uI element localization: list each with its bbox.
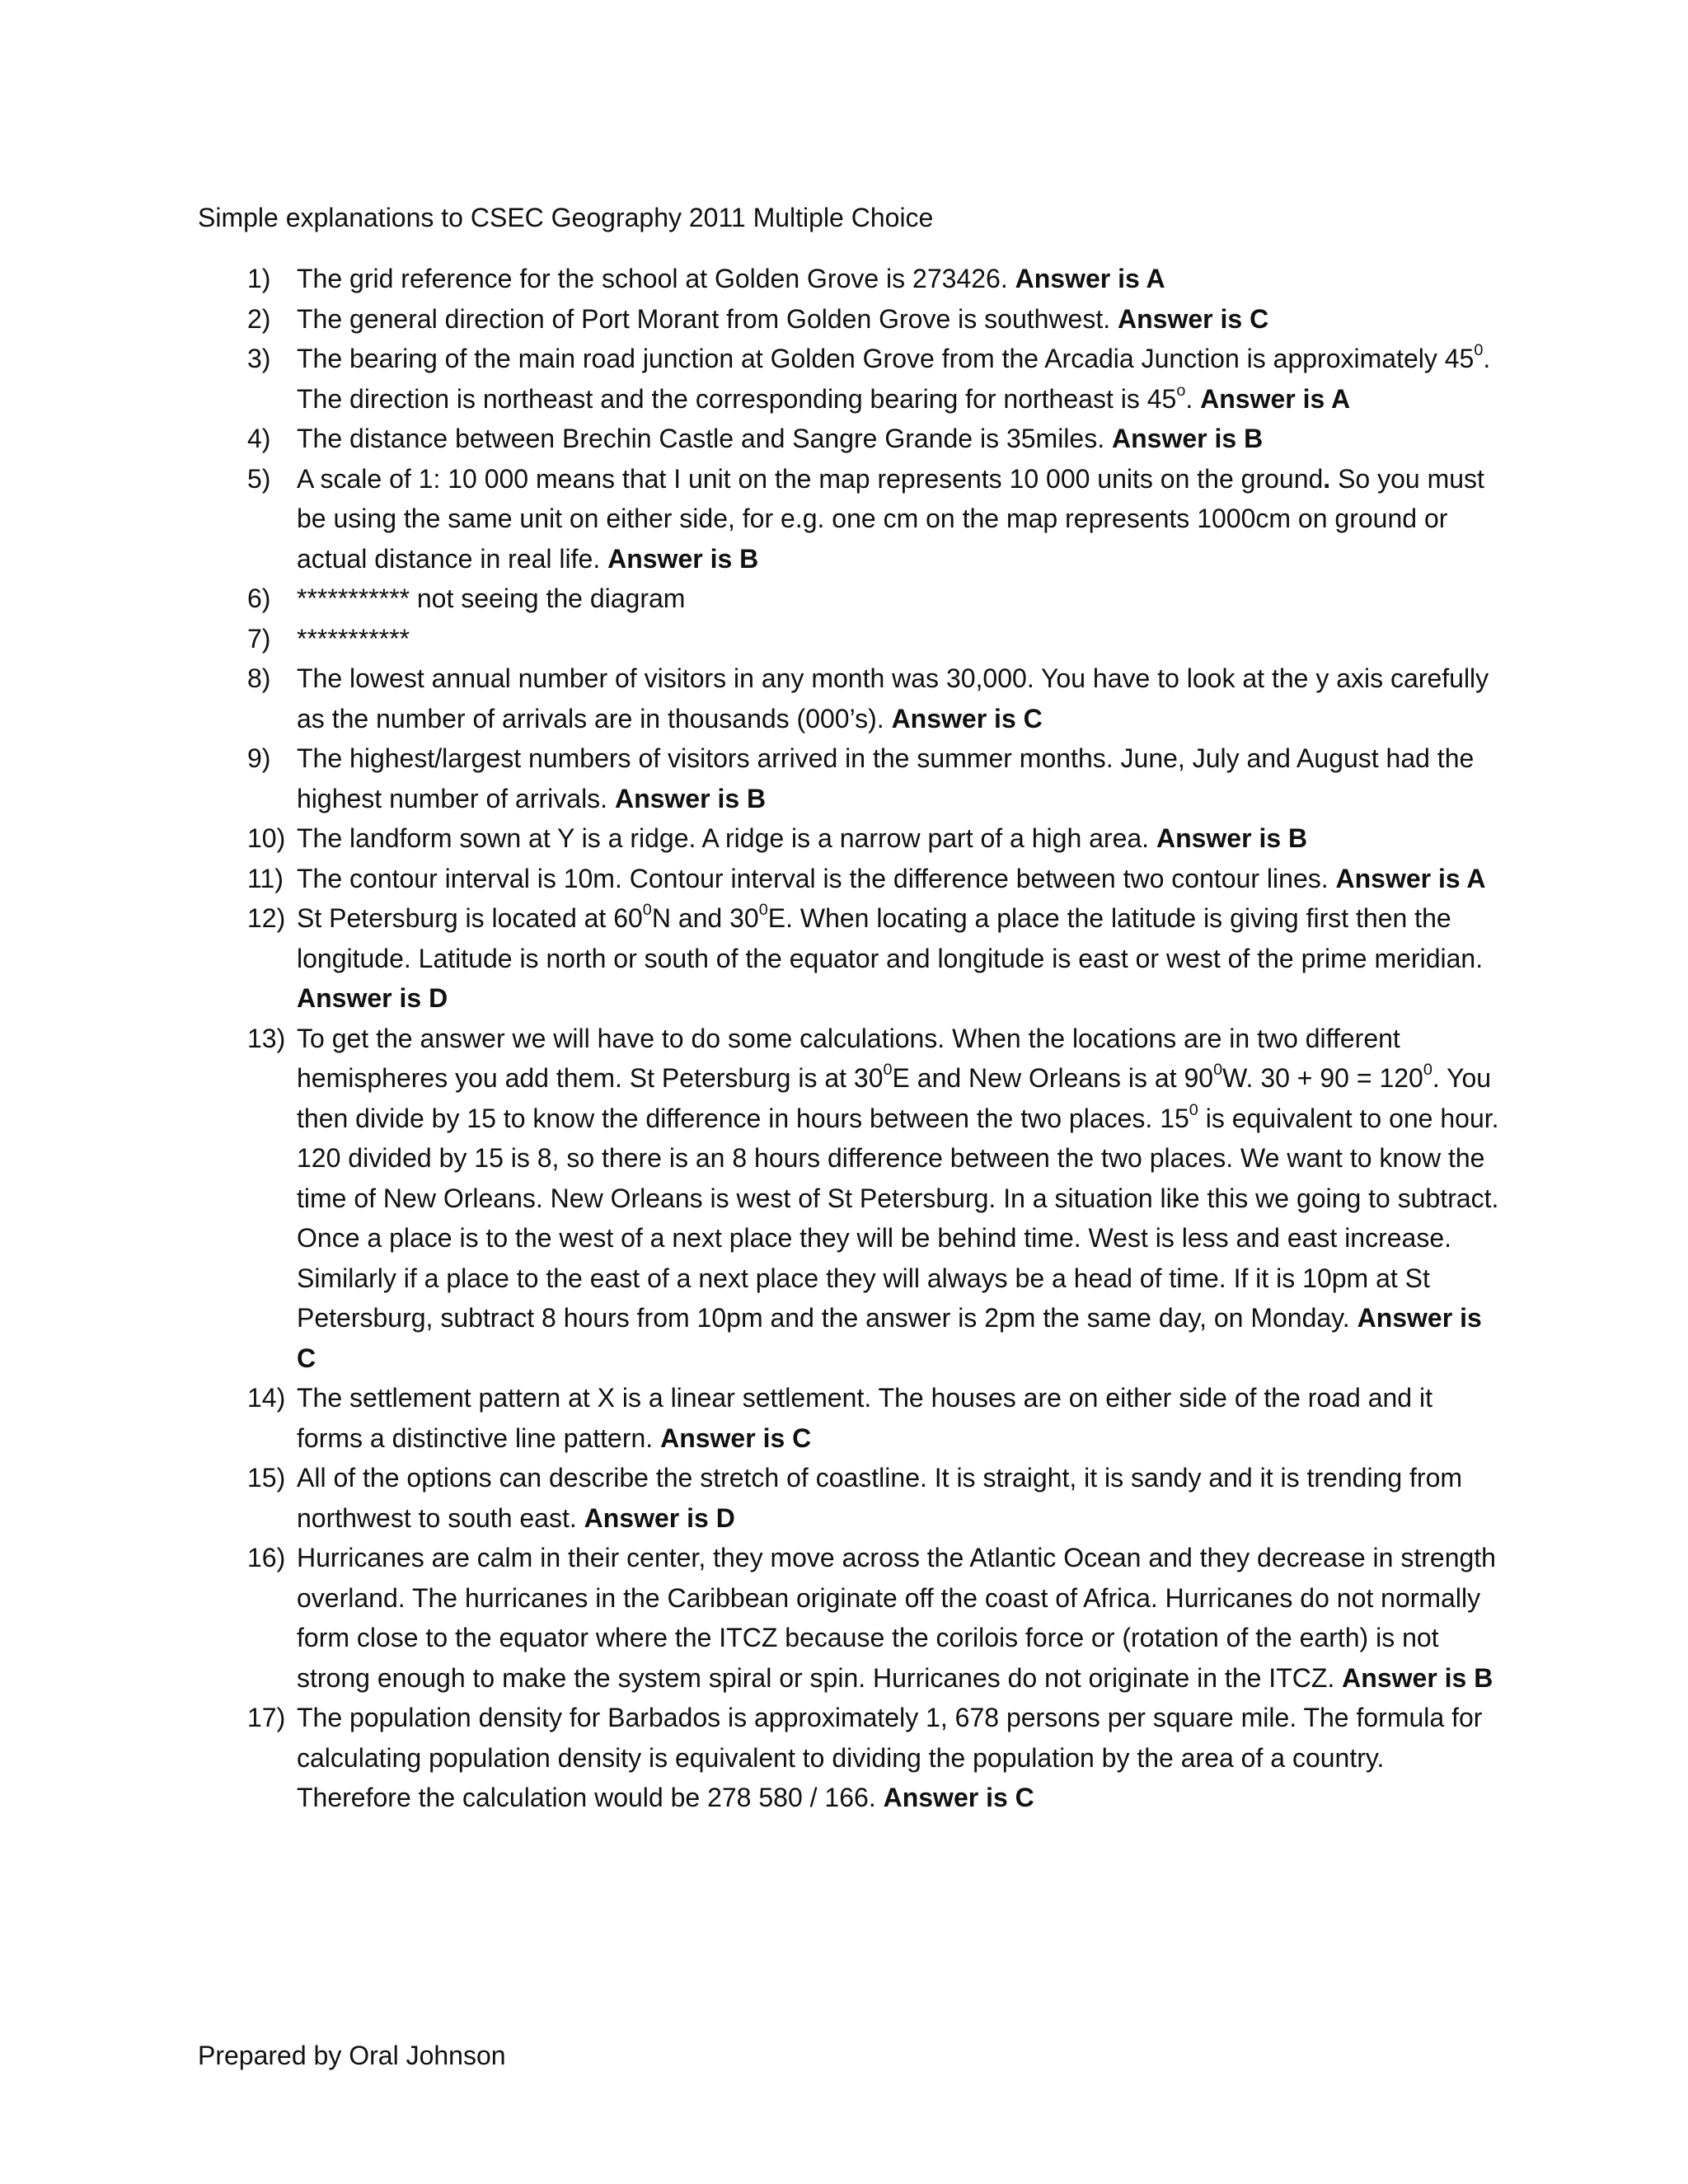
item-text [297,1383,1432,1453]
item-text [297,424,1263,453]
degree-superscript: 0 [1423,1061,1432,1080]
text-run: The bearing of the main road junction at Golden Grove from the Arcadia Junction is approximately 45 [297,344,1475,373]
answer-label: Answer is B [607,543,759,574]
text-run: All of the options can describe the stretch of coastline. It is straight, it is sandy and it is trending from northwest to south east. [297,1463,1463,1533]
list-item [198,419,1500,459]
text-run: A scale of 1: 10 000 means that I unit on the map represents 10 000 units on the ground [297,463,1324,494]
text-run: *********** not seeing the diagram [297,583,686,613]
item-text [297,1463,1462,1533]
list-item [198,898,1500,1019]
item-number: 4) [247,424,271,453]
answer-label: Answer is A [1335,863,1486,893]
item-number: 7) [247,623,271,654]
document-title: Simple explanations to CSEC Geography 2011 Multiple Choice [198,203,934,232]
answer-label: Answer is C [660,1422,812,1453]
answer-label: Answer is A [1200,383,1351,414]
answer-label: Answer is C [1118,303,1269,334]
text-run: E. When locating a place the latitude is giving first then the longitude. Latitude is north or south of the equator and longitude is east or west of the prime meridian. [297,903,1484,973]
item-number: 10) [247,823,286,853]
answer-label: Answer is B [614,783,767,813]
answer-label: . [1323,463,1331,494]
text-run: So you must be using the same unit on either side, for e.g. one cm on the map represents 1000cm on ground or actual distance in real life. [297,463,1484,574]
item-number: 13) [247,1023,286,1053]
item-number: 9) [247,743,271,773]
list-item [198,619,1500,659]
text-run: *********** [297,623,410,654]
list-item [198,859,1500,899]
item-number: 14) [247,1383,286,1413]
degree-superscript: 0 [1189,1100,1198,1119]
item-text [297,464,1484,574]
item-number: 2) [247,303,271,334]
list-item [198,1698,1500,1818]
item-text [297,864,1486,893]
list-item [198,1538,1500,1698]
degree-superscript: 0 [883,1061,893,1080]
degree-superscript: 0 [1213,1061,1223,1080]
text-run: E and New Orleans is at 90 [892,1063,1214,1093]
list-item [198,579,1500,619]
item-number: 5) [247,463,271,494]
text-run: To get the answer we will have to do some calculations. When the locations are in two different hemispheres you add them. St Petersburg is at 30 [297,1023,1400,1093]
list-item [198,1378,1500,1458]
item-number: 12) [247,903,286,933]
answer-label: Answer is C [891,703,1043,733]
item-number: 11) [247,863,284,893]
list-item [198,299,1500,340]
text-run: The population density for Barbados is approximately 1, 678 persons per square mile. The formula for calculating population density is equivalent to dividing the population by the area of a country. Therefore the calculation would be 278 580 / 166. [297,1703,1483,1812]
item-text [297,304,1268,334]
item-text [297,743,1474,813]
text-run: The general direction of Port Morant from Golden Grove is southwest. [297,303,1118,334]
item-text [297,1024,1499,1373]
answer-label: Answer is A [1015,264,1165,293]
text-run: is equivalent to one hour. 120 divided by 15 is 8, so there is an 8 hours difference between the two places. We want to know the time of New Orleans. New Orleans is west of St Petersburg. In a situation like this we going to subtract. Once a place is to the west of a next place they will be behind time. West is less and east increase. Similarly if a place to the east of a next place they will always be a head of time. If it is 10pm at St Petersburg, subtract 8 hours from 10pm and the answer is 2pm the same day, on Monday. [297,1103,1499,1333]
text-run: St Petersburg is located at 60 [297,903,643,933]
text-run: The distance between Brechin Castle and Sangre Grande is 35miles. [297,424,1112,453]
text-run: W. 30 + 90 = 120 [1222,1063,1423,1093]
answer-list [198,259,1500,1818]
list-item [198,738,1500,818]
item-text [297,903,1483,1013]
text-run: The highest/largest numbers of visitors arrived in the summer months. June, July and August had the highest number of arrivals. [297,743,1475,813]
item-text [297,583,685,613]
text-run: N and 30 [651,903,759,933]
text-run: . The direction is northeast and the corresponding bearing for northeast is 45 [297,344,1491,414]
item-text [297,264,1165,293]
answer-label: Answer is B [1342,1662,1493,1693]
item-number: 16) [247,1543,286,1572]
item-number: 3) [247,344,271,373]
degree-superscript: 0 [642,901,652,920]
text-run: . [1185,383,1201,414]
list-item [198,459,1500,579]
item-text [297,663,1489,733]
text-run: The contour interval is 10m. Contour interval is the difference between two contour lines. [297,863,1336,893]
text-run: Hurricanes are calm in their center, they move across the Atlantic Ocean and they decrease in strength overland. The hurricanes in the Caribbean originate off the coast of Africa. Hurricanes do not normally form close to the equator where the ITCZ because the corilois force or (rotation of the earth) is not strong enough to make the system spiral or spin. Hurricanes do not originate in the ITCZ. [297,1543,1496,1693]
item-text [297,1703,1482,1812]
text-run: . You then divide by 15 to know the difference in hours between the two places. 15 [297,1063,1492,1133]
item-number: 17) [247,1703,286,1732]
degree-superscript: o [1176,381,1186,400]
item-text [297,341,1491,414]
answer-label: Answer is B [1156,823,1308,853]
list-item [198,658,1500,738]
text-run: The lowest annual number of visitors in any month was 30,000. You have to look at the y axis carefully as the number of arrivals are in thousands (000’s). [297,663,1489,733]
degree-superscript: 0 [1474,341,1484,360]
item-text [297,823,1307,853]
degree-superscript: 0 [758,901,768,920]
item-number: 6) [247,583,271,613]
answer-label: Answer is D [297,983,448,1013]
answer-label: Answer is D [584,1502,735,1533]
item-text [297,624,410,654]
text-run: The settlement pattern at X is a linear settlement. The houses are on either side of the road and it forms a distinctive line pattern. [297,1383,1432,1453]
item-text [297,1543,1496,1693]
text-run: The grid reference for the school at Golden Grove is 273426. [297,264,1015,293]
footer-author: Prepared by Oral Johnson [198,2041,506,2070]
text-run: The landform sown at Y is a ridge. A ridge is a narrow part of a high area. [297,823,1156,853]
item-number: 15) [247,1463,286,1493]
list-item [198,1458,1500,1538]
answer-label: Answer is C [297,1303,1482,1373]
list-item [198,339,1500,419]
answer-label: Answer is B [1112,424,1264,453]
answer-label: Answer is C [883,1783,1034,1812]
list-item [198,818,1500,859]
item-number: 1) [247,264,271,293]
list-item [198,259,1500,299]
list-item [198,1019,1500,1379]
item-number: 8) [247,663,271,693]
